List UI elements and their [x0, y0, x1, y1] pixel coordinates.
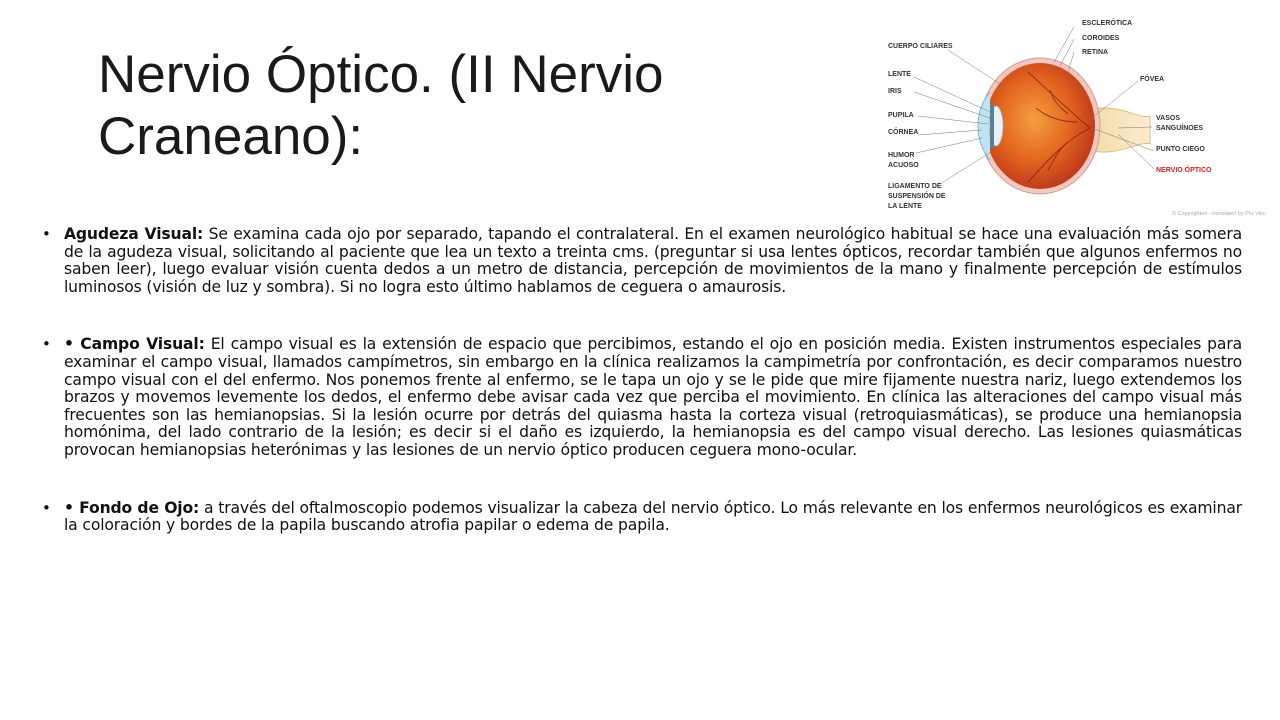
section-text: Se examina cada ojo por separado, tapando el contralateral. En el examen neurológico habitual se hace una evaluación más somera de la agudeza visual, solicitando al paciente que lea un texto a treinta cms. (preguntar si usa lentes ópticos, recordar también que algunos enfermos no saben leer), luego evaluar visión cuenta dedos a un metro de distancia, percepción de movimientos de la mano y finalmente percepción de estímulos luminosos (visión de luz y sombra). Si no logra esto último hablamos de ceguera o amaurosis.	[64, 225, 1243, 296]
eye-anatomy-diagram	[878, 10, 1280, 220]
label-nervio-optico: NERVIO ÓPTICO	[1156, 167, 1212, 174]
label-iris: IRIS	[888, 88, 902, 95]
label-retina: RETINA	[1082, 49, 1109, 56]
label-acuoso: ACUOSO	[888, 162, 919, 169]
label-lente: LENTE	[888, 71, 911, 78]
title-line-1: Nervio Óptico. (II Nervio	[98, 45, 664, 104]
iris-shape	[990, 104, 994, 148]
section-agudeza-visual	[42, 226, 1242, 296]
section-text: El campo visual es la extensión de espacio que percibimos, estando el ojo en posición media. Existen instrumentos especiales para examinar el campo visual, llamados campímetros, sin embargo en la clínica realizamos la campimetría por confrontación, es decir comparamos nuestro campo visual con el del enfermo. Nos ponemos frente al enfermo, se le tapa un ojo y se le pide que mire fijamente nuestra nariz, luego extendemos los brazos y movemos levemente los dedos, el enfermo debe avisar cada vez que perciba el movimiento. En clínica las alteraciones del campo visual más frecuentes son las hemianopsias. Si la lesión ocurre por detrás del quiasma hasta la corteza visual (retroquiasmáticas), se produce una hemianopsia homónima, del lado contrario de la lesión; es decir si el daño es izquierdo, la hemianopsia es del campo visual derecho. Las lesiones quiasmáticas provocan hemianopsias heterónimas y las lesiones de un nervio óptico producen ceguera mono-ocular.	[64, 335, 1242, 459]
label-suspension: SUSPENSIÓN DE	[888, 193, 946, 200]
label-vasos: VASOS	[1156, 115, 1180, 122]
title-line-2: Craneano):	[98, 107, 364, 166]
label-humor: HUMOR	[888, 152, 915, 159]
label-pupila: PUPILA	[888, 112, 914, 119]
label-sanguinoes: SANGUÍNOES	[1156, 125, 1204, 132]
label-la-lente: LA LENTE	[888, 203, 922, 210]
label-punto-ciego: PUNTO CIEGO	[1156, 146, 1205, 153]
section-fondo-de-ojo	[42, 500, 1242, 535]
section-text: a través del oftalmoscopio podemos visualizar la cabeza del nervio óptico. Lo más relevante en los enfermos neurológicos es examinar la coloración y bordes de la papila buscando atrofia papilar o edema de papila.	[64, 498, 1242, 535]
label-ligamento: LIGAMENTO DE	[888, 183, 942, 190]
diagram-copyright: © Copyrighted - translated by Pro Visu	[1172, 211, 1266, 217]
section-campo-visual	[42, 336, 1242, 459]
label-fovea: FÓVEA	[1140, 76, 1165, 83]
label-esclerotica: ESCLERÓTICA	[1082, 20, 1133, 27]
section-heading: • Fondo de Ojo:	[64, 498, 200, 517]
slide-title	[98, 44, 818, 168]
label-cornea: CÓRNEA	[888, 129, 919, 136]
label-cuerpo-ciliares: CUERPO CILIARES	[888, 43, 953, 50]
cornea-shape	[978, 92, 990, 160]
section-heading: Agudeza Visual:	[64, 225, 204, 243]
label-coroides: COROIDES	[1082, 35, 1120, 42]
section-heading: • Campo Visual:	[64, 335, 205, 354]
content-list	[42, 226, 1242, 535]
